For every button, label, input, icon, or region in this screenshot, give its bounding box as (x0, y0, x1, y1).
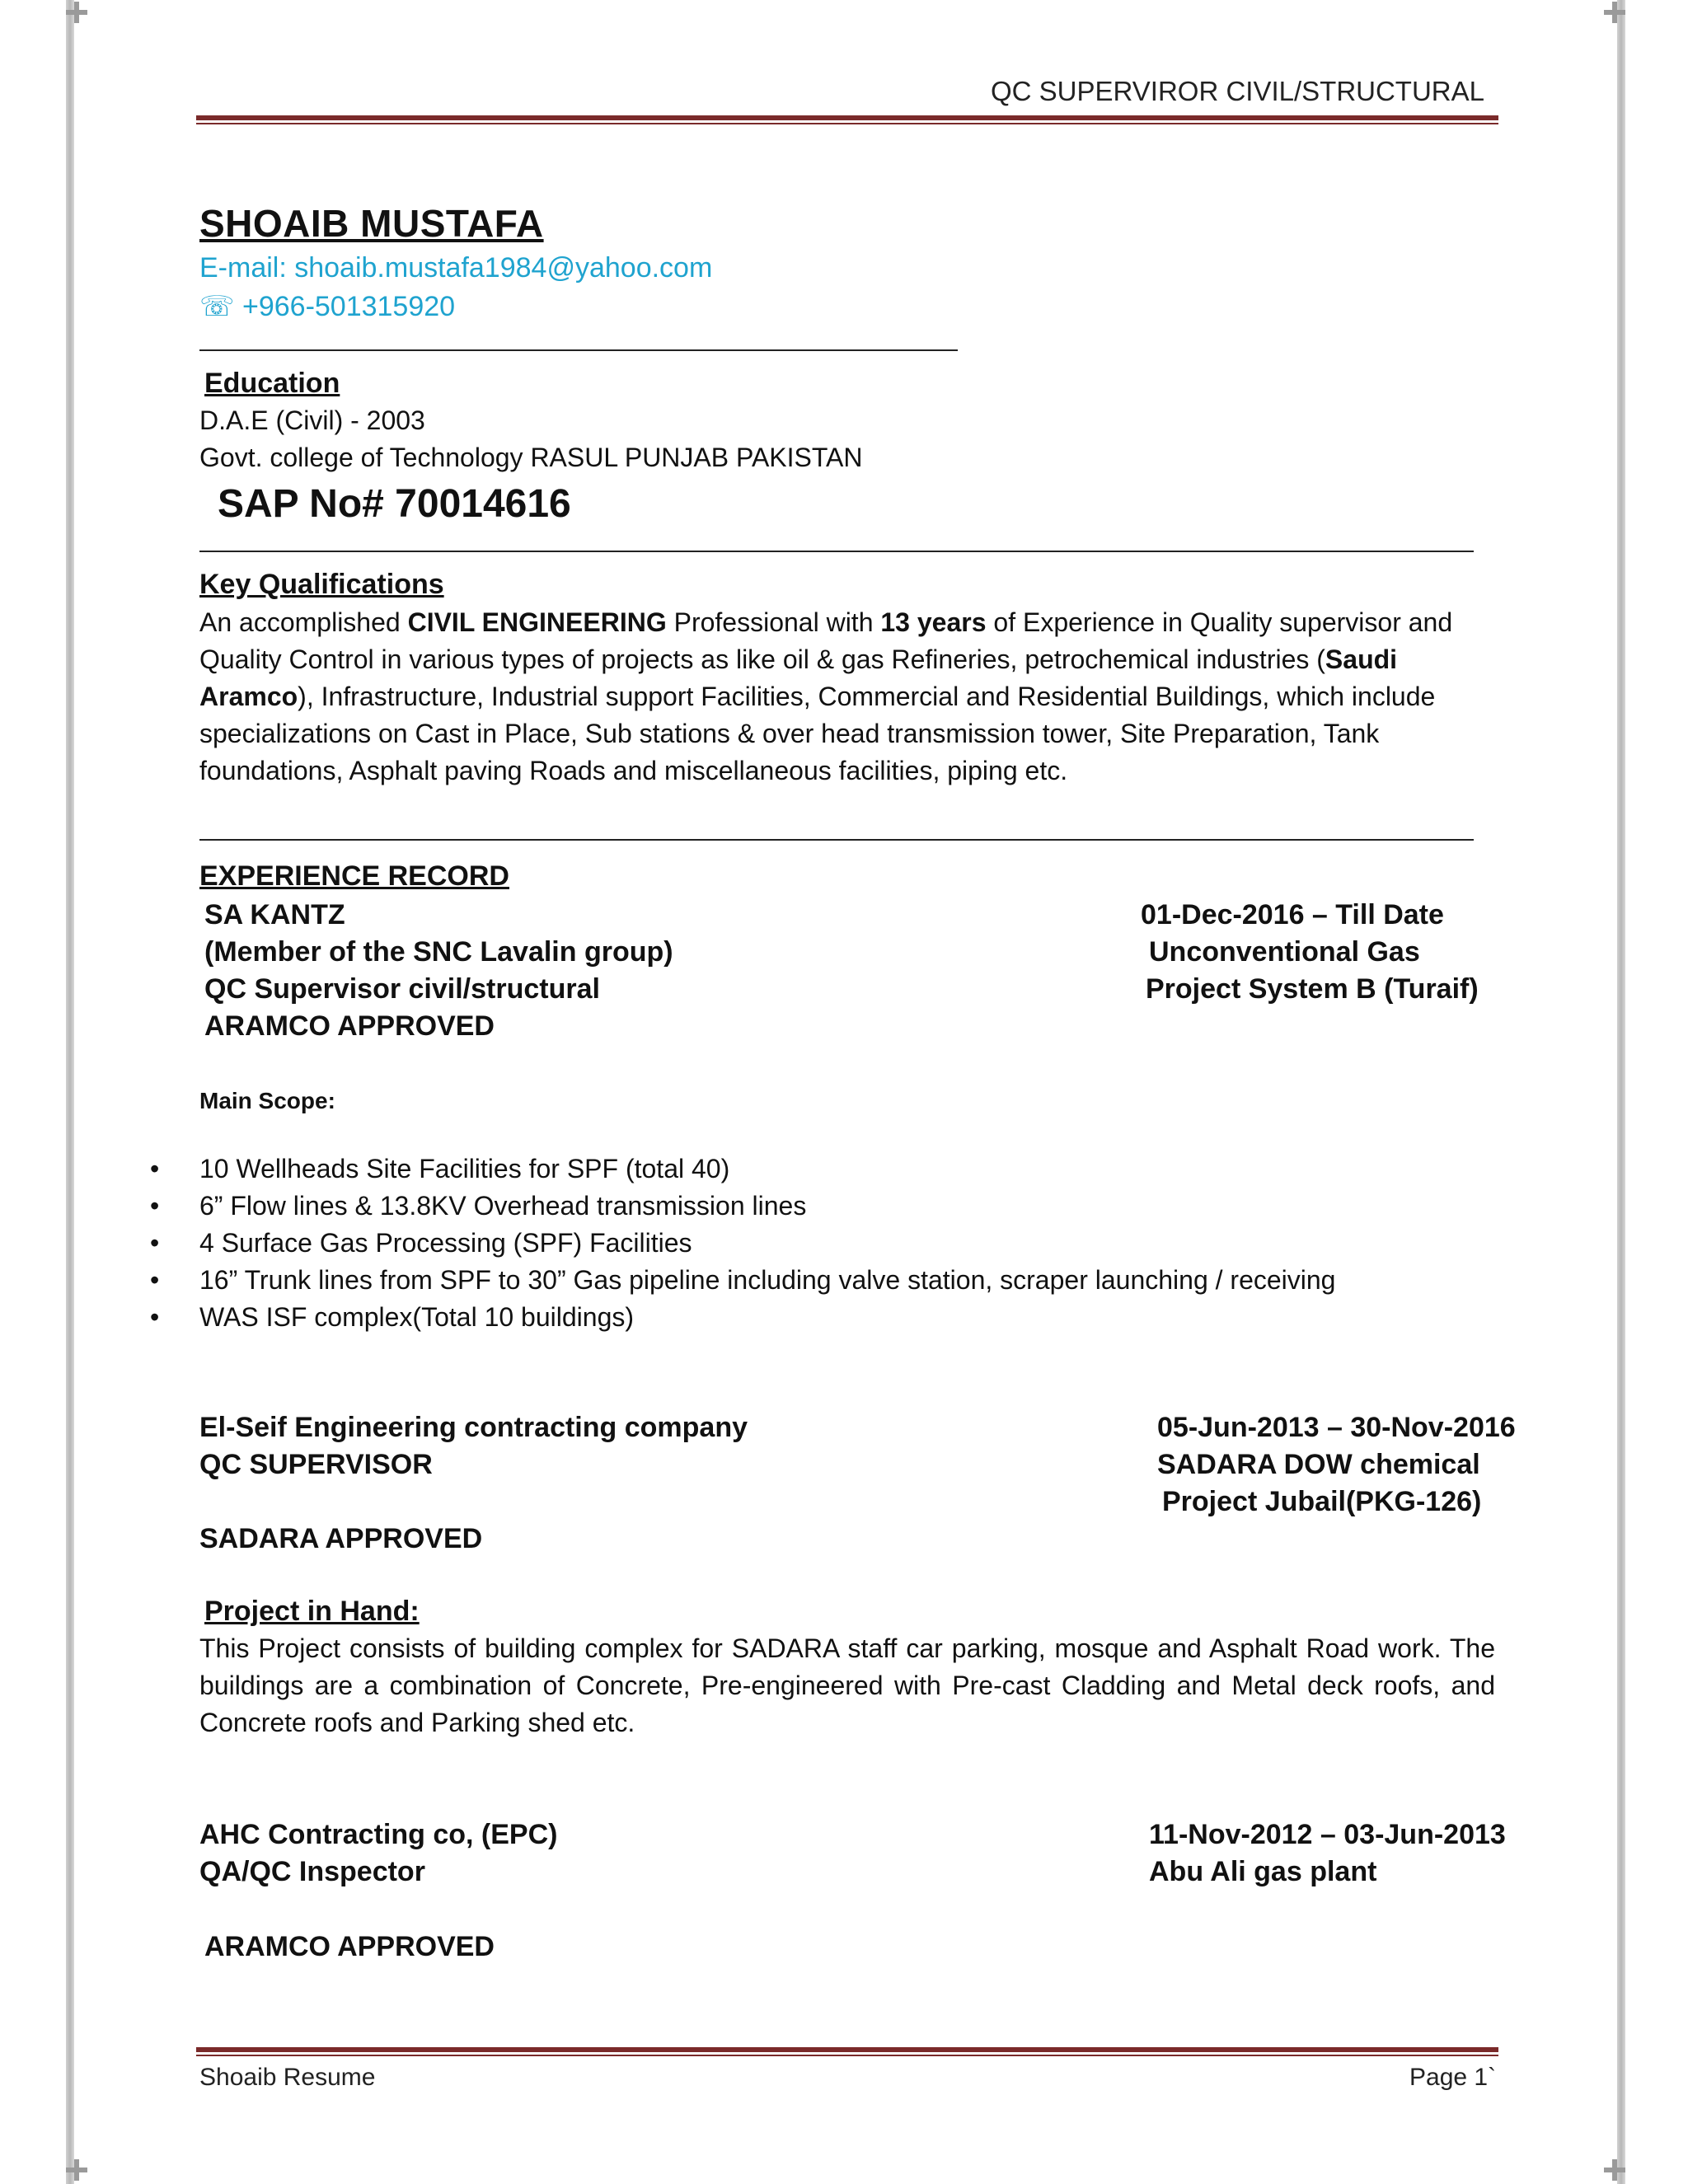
job2-dates: 05-Jun-2013 – 30-Nov-2016 (1157, 1412, 1516, 1443)
job2-project-heading: Project in Hand: (204, 1596, 420, 1627)
header-rule (196, 115, 1498, 124)
job1-left-column (204, 897, 673, 1045)
job1-approval: ARAMCO APPROVED (204, 1010, 495, 1042)
header-title: QC SUPERVIROR CIVIL/STRUCTURAL (991, 76, 1484, 106)
footer-page-number: Page 1` (1409, 2064, 1497, 2091)
footer-rule (196, 2047, 1498, 2056)
job1-client: Unconventional Gas (1149, 936, 1420, 968)
sap-number: SAP No# 70014616 (218, 482, 571, 526)
list-item: • 10 Wellheads Site Facilities for SPF (total 40) (199, 1151, 1335, 1188)
qualifications-divider (199, 839, 1474, 841)
experience-heading: EXPERIENCE RECORD (199, 860, 509, 892)
job1-company: SA KANTZ (204, 899, 345, 930)
job2-company: El-Seif Engineering contracting company (199, 1412, 748, 1443)
job2-project-text: This Project consists of building complex for SADARA staff car parking, mosque and Asphalt Road work. The buildings are a combination of Concrete, Pre-engineered with Pre-cast Cladding and Metal deck roofs, and Concrete roofs and Parking shed etc. (199, 1633, 1495, 1737)
job1-project: Project System B (Turaif) (1146, 973, 1479, 1005)
job3-site: Abu Ali gas plant (1149, 1856, 1377, 1887)
job1-scope-label: Main Scope: (199, 1088, 335, 1113)
job1-scope-list (199, 1151, 1335, 1336)
job1-right-column (1141, 897, 1479, 1008)
phone-line[interactable] (199, 290, 455, 323)
education-heading: Education (204, 368, 340, 399)
crop-mark-top-right (1604, 2, 1625, 23)
job3-company: AHC Contracting co, (EPC) (199, 1819, 558, 1850)
job2-role: QC SUPERVISOR (199, 1449, 433, 1480)
phone-number: +966-501315920 (241, 291, 456, 322)
education-degree: D.A.E (Civil) - 2003 (199, 405, 425, 435)
crop-mark-top-left (66, 2, 87, 23)
candidate-name: SHOAIB MUSTAFA (199, 202, 544, 245)
education-divider (199, 551, 1474, 552)
job1-group: (Member of the SNC Lavalin group) (204, 936, 673, 968)
job3-dates: 11-Nov-2012 – 03-Jun-2013 (1149, 1819, 1506, 1850)
job3-approval: ARAMCO APPROVED (204, 1931, 495, 1962)
crop-mark-bottom-left (66, 2159, 87, 2181)
list-item: • 6” Flow lines & 13.8KV Overhead transmission lines (199, 1188, 1335, 1225)
page-border-left (66, 0, 74, 2184)
list-item: • WAS ISF complex(Total 10 buildings) (199, 1299, 1335, 1336)
contact-divider (199, 349, 958, 351)
list-item: • 4 Surface Gas Processing (SPF) Facilities (199, 1225, 1335, 1262)
job2-client: SADARA DOW chemical (1157, 1449, 1480, 1480)
job1-dates: 01-Dec-2016 – Till Date (1141, 899, 1444, 930)
job3-role: QA/QC Inspector (199, 1856, 425, 1887)
crop-mark-bottom-right (1604, 2159, 1625, 2181)
education-college: Govt. college of Technology RASUL PUNJAB PAKISTAN (199, 443, 863, 472)
phone-icon: ☏ (199, 291, 235, 322)
job2-approval: SADARA APPROVED (199, 1523, 483, 1554)
footer-document-name: Shoaib Resume (199, 2064, 376, 2091)
job2-project: Project Jubail(PKG-126) (1162, 1486, 1482, 1517)
email-line[interactable]: E-mail: shoaib.mustafa1984@yahoo.com (199, 252, 713, 284)
key-qualifications-heading: Key Qualifications (199, 569, 444, 600)
list-item: • 16” Trunk lines from SPF to 30” Gas pipeline including valve station, scraper launching / receiving (199, 1262, 1335, 1299)
job1-role: QC Supervisor civil/structural (204, 973, 600, 1005)
page-border-right (1617, 0, 1625, 2184)
key-qualifications-text: An accomplished CIVIL ENGINEERING Professional with 13 years of Experience in Quality supervisor and Quality Control in various types of projects as like oil & gas Refineries, petrochemical industries (Saudi Aramco), Infrastructure, Industrial support Facilities, Commercial and Residential Buildings, which include specializations on Cast in Place, Sub stations & over head transmission tower, Site Preparation, Tank foundations, Asphalt paving Roads and miscellaneous facilities, piping etc. (199, 607, 1453, 785)
